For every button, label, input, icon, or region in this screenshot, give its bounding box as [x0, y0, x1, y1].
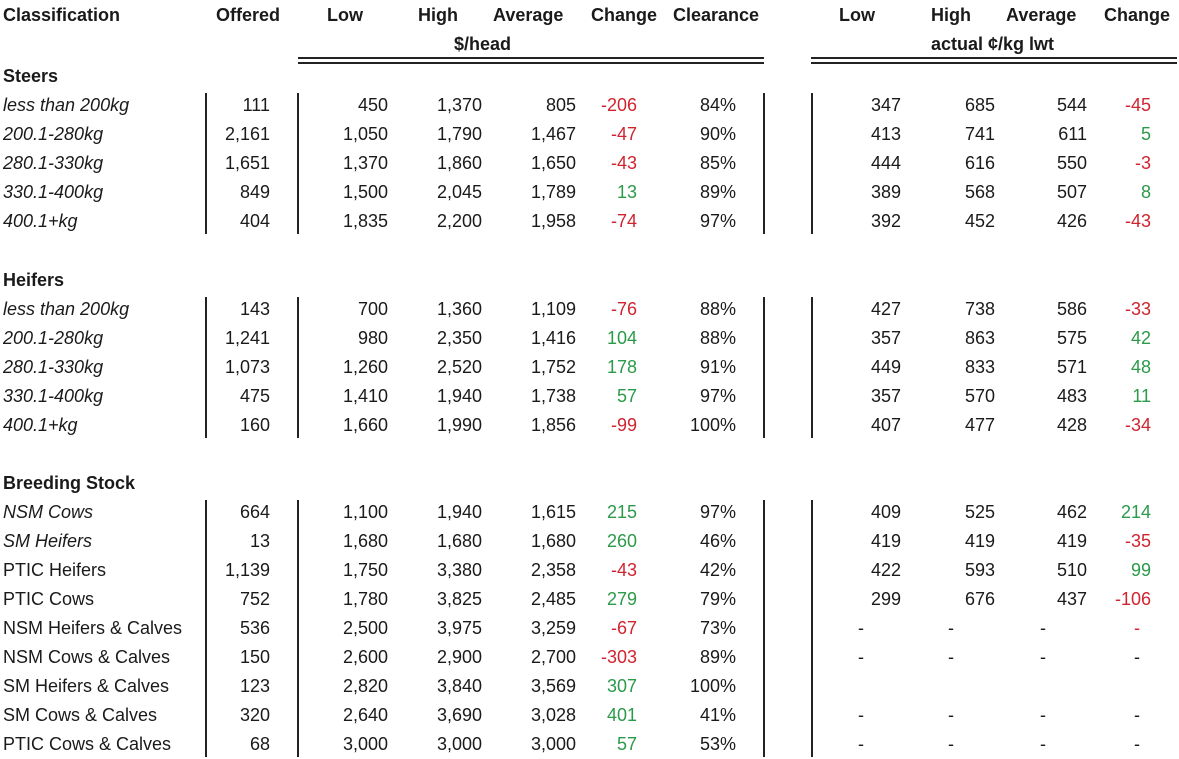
cell-offered: 752	[239, 589, 270, 609]
cell-clearance: 73%	[699, 618, 736, 638]
cell-change: -43	[610, 153, 637, 173]
cell-high: 1,860	[436, 153, 482, 173]
cell-average: 2,700	[530, 647, 576, 667]
cell-change: 215	[606, 502, 637, 522]
cell-offered: 849	[239, 182, 270, 202]
cell-c-low: -	[858, 705, 864, 725]
cell-c-high: 419	[964, 531, 995, 551]
cell-c-low: 409	[870, 502, 901, 522]
header-offered: Offered	[216, 5, 281, 25]
cell-change: -303	[600, 647, 637, 667]
table-row	[0, 383, 1179, 411]
cell-c-change: -33	[1124, 299, 1151, 319]
cell-offered: 1,139	[224, 560, 270, 580]
cell-low: 2,640	[342, 705, 388, 725]
cell-low: 2,500	[342, 618, 388, 638]
cell-high: 3,690	[436, 705, 482, 725]
cell-c-average: 544	[1056, 95, 1087, 115]
cell-low: 1,050	[342, 124, 388, 144]
cell-change: 178	[606, 357, 637, 377]
cell-average: 1,615	[530, 502, 576, 522]
row-label: 200.1-280kg	[3, 124, 104, 144]
cell-c-high: 738	[964, 299, 995, 319]
cell-low: 1,660	[342, 415, 388, 435]
cell-c-change: 11	[1132, 386, 1151, 406]
row-label: SM Heifers & Calves	[3, 676, 170, 696]
table-row	[0, 557, 1179, 585]
cell-high: 1,940	[436, 502, 482, 522]
header-rule-cents-top	[811, 57, 1177, 59]
cell-low: 2,820	[342, 676, 388, 696]
cell-offered: 320	[239, 705, 270, 725]
cell-c-low: 422	[870, 560, 901, 580]
cell-average: 2,485	[530, 589, 576, 609]
cell-high: 1,940	[436, 386, 482, 406]
table-row	[0, 673, 1179, 701]
table-row	[0, 586, 1179, 614]
cell-c-average: 507	[1056, 182, 1087, 202]
cell-c-change: -3	[1134, 153, 1151, 173]
cell-clearance: 90%	[699, 124, 736, 144]
cell-c-high: 863	[964, 328, 995, 348]
cell-average: 1,738	[530, 386, 576, 406]
header-low-cents: Low	[839, 5, 875, 25]
cell-offered: 123	[239, 676, 270, 696]
cell-c-high: 593	[964, 560, 995, 580]
table-row	[0, 731, 1179, 759]
cell-offered: 143	[239, 299, 270, 319]
table-row	[0, 528, 1179, 556]
cell-high: 1,370	[436, 95, 482, 115]
cell-low: 1,750	[342, 560, 388, 580]
cell-offered: 475	[239, 386, 270, 406]
cell-clearance: 97%	[699, 386, 736, 406]
cell-offered: 1,241	[224, 328, 270, 348]
cell-c-average: -	[1040, 618, 1046, 638]
cell-c-high: 833	[964, 357, 995, 377]
cell-c-high: 477	[964, 415, 995, 435]
cell-c-average: 571	[1056, 357, 1087, 377]
row-label: less than 200kg	[3, 299, 130, 319]
cell-change: 57	[616, 734, 637, 754]
cell-clearance: 85%	[699, 153, 736, 173]
cell-c-average: 483	[1056, 386, 1087, 406]
cell-c-low: 407	[870, 415, 901, 435]
cell-c-high: -	[948, 647, 954, 667]
cell-c-high: 616	[964, 153, 995, 173]
cell-offered: 150	[239, 647, 270, 667]
cell-change: 307	[606, 676, 637, 696]
cell-c-average: -	[1040, 647, 1046, 667]
cell-c-change: -45	[1124, 95, 1151, 115]
header-classification: Classification	[3, 5, 121, 25]
cell-c-average: 428	[1056, 415, 1087, 435]
row-label: 330.1-400kg	[3, 182, 104, 202]
cell-average: 1,416	[530, 328, 576, 348]
row-label: 200.1-280kg	[3, 328, 104, 348]
cell-average: 3,259	[530, 618, 576, 638]
row-label: NSM Cows	[3, 502, 94, 522]
cell-c-change: -106	[1114, 589, 1151, 609]
cell-clearance: 88%	[699, 299, 736, 319]
cell-offered: 664	[239, 502, 270, 522]
header-average-cents: Average	[1006, 5, 1077, 25]
cell-change: 13	[616, 182, 637, 202]
header-clearance: Clearance	[673, 5, 760, 25]
cell-c-average: 510	[1056, 560, 1087, 580]
cell-low: 450	[357, 95, 388, 115]
cell-c-change: -	[1134, 618, 1140, 638]
cell-low: 2,600	[342, 647, 388, 667]
cell-low: 1,780	[342, 589, 388, 609]
cell-c-high: 452	[964, 211, 995, 231]
cell-low: 3,000	[342, 734, 388, 754]
cell-c-change: -34	[1124, 415, 1151, 435]
cell-c-low: -	[858, 618, 864, 638]
cell-high: 1,680	[436, 531, 482, 551]
cell-average: 1,958	[530, 211, 576, 231]
cell-average: 1,109	[530, 299, 576, 319]
table-row	[0, 499, 1179, 527]
cell-offered: 536	[239, 618, 270, 638]
cell-high: 3,825	[436, 589, 482, 609]
cell-clearance: 89%	[699, 182, 736, 202]
cell-c-high: 568	[964, 182, 995, 202]
table-row	[0, 296, 1179, 324]
cell-c-high: 685	[964, 95, 995, 115]
cell-c-high: 525	[964, 502, 995, 522]
header-cents-group: actual ¢/kg lwt	[931, 34, 1055, 54]
header-change: Change	[591, 5, 658, 25]
cell-offered: 2,161	[224, 124, 270, 144]
table-row	[0, 121, 1179, 149]
row-label: 280.1-330kg	[3, 153, 104, 173]
cell-c-low: 389	[870, 182, 901, 202]
cell-low: 980	[357, 328, 388, 348]
cell-change: 104	[606, 328, 637, 348]
cell-c-average: 437	[1056, 589, 1087, 609]
cell-low: 1,100	[342, 502, 388, 522]
cell-clearance: 84%	[699, 95, 736, 115]
cell-change: 260	[606, 531, 637, 551]
cell-high: 2,200	[436, 211, 482, 231]
cell-high: 1,990	[436, 415, 482, 435]
cell-c-low: 413	[870, 124, 901, 144]
cell-offered: 404	[239, 211, 270, 231]
cell-c-change: 42	[1130, 328, 1151, 348]
row-label: 400.1+kg	[3, 415, 78, 435]
cell-c-low: 392	[870, 211, 901, 231]
cell-clearance: 97%	[699, 211, 736, 231]
cell-change: -206	[600, 95, 637, 115]
cell-high: 1,790	[436, 124, 482, 144]
header-rule-dollar-bottom	[298, 62, 764, 64]
cell-high: 2,350	[436, 328, 482, 348]
cell-high: 2,045	[436, 182, 482, 202]
cell-c-average: 462	[1056, 502, 1087, 522]
cell-c-low: 444	[870, 153, 901, 173]
cell-average: 1,680	[530, 531, 576, 551]
cell-average: 1,789	[530, 182, 576, 202]
section-title-breeding-stock: Breeding Stock	[3, 473, 136, 493]
row-label: less than 200kg	[3, 95, 130, 115]
cell-average: 1,752	[530, 357, 576, 377]
cell-c-average: 611	[1058, 124, 1087, 144]
cell-c-change: 8	[1140, 182, 1151, 202]
header-dollar-group: $/head	[454, 34, 512, 54]
cell-c-change: -35	[1124, 531, 1151, 551]
cell-c-average: 575	[1056, 328, 1087, 348]
cell-c-change: 214	[1120, 502, 1151, 522]
cell-high: 1,360	[436, 299, 482, 319]
cell-clearance: 91%	[699, 357, 736, 377]
cell-average: 1,650	[530, 153, 576, 173]
table-row	[0, 615, 1179, 643]
table-row	[0, 92, 1179, 120]
cell-high: 3,840	[436, 676, 482, 696]
cell-c-high: 741	[964, 124, 995, 144]
header-rule-dollar-top	[298, 57, 764, 59]
table-row	[0, 179, 1179, 207]
cell-c-high: 676	[964, 589, 995, 609]
cell-high: 2,900	[436, 647, 482, 667]
cell-c-low: 427	[870, 299, 901, 319]
cell-c-average: 426	[1056, 211, 1087, 231]
cell-change: -74	[610, 211, 637, 231]
row-label: PTIC Cows & Calves	[3, 734, 172, 754]
cell-c-low: -	[858, 734, 864, 754]
cell-offered: 111	[242, 95, 270, 115]
cell-low: 700	[357, 299, 388, 319]
cell-change: 279	[606, 589, 637, 609]
cell-average: 1,856	[530, 415, 576, 435]
cell-c-low: 449	[870, 357, 901, 377]
cell-change: -76	[610, 299, 637, 319]
header-high: High	[418, 5, 458, 25]
cell-change: -47	[610, 124, 637, 144]
cell-low: 1,410	[342, 386, 388, 406]
cell-c-average: 550	[1056, 153, 1087, 173]
cell-c-low: -	[858, 647, 864, 667]
cell-high: 2,520	[436, 357, 482, 377]
cell-clearance: 100%	[689, 676, 736, 696]
cell-clearance: 79%	[699, 589, 736, 609]
cell-high: 3,975	[436, 618, 482, 638]
cell-c-low: 357	[870, 328, 901, 348]
cell-clearance: 88%	[699, 328, 736, 348]
cell-c-low: 357	[870, 386, 901, 406]
header-change-cents: Change	[1104, 5, 1171, 25]
cell-c-change: -43	[1124, 211, 1151, 231]
cell-offered: 1,073	[224, 357, 270, 377]
row-label: 280.1-330kg	[3, 357, 104, 377]
row-label: PTIC Heifers	[3, 560, 107, 580]
cell-clearance: 100%	[689, 415, 736, 435]
cell-low: 1,500	[342, 182, 388, 202]
table-row	[0, 208, 1179, 236]
cell-c-average: -	[1040, 705, 1046, 725]
table-row	[0, 150, 1179, 178]
table-row	[0, 325, 1179, 353]
cell-change: 57	[616, 386, 637, 406]
cell-c-change: -	[1134, 705, 1140, 725]
cell-c-high: -	[948, 705, 954, 725]
section-title-heifers: Heifers	[3, 270, 65, 290]
cell-c-change: 99	[1130, 560, 1151, 580]
cell-low: 1,260	[342, 357, 388, 377]
cell-c-high: -	[948, 734, 954, 754]
cell-offered: 13	[249, 531, 270, 551]
cell-average: 1,467	[530, 124, 576, 144]
row-label: NSM Heifers & Calves	[3, 618, 183, 638]
header-rule-cents-bottom	[811, 62, 1177, 64]
header-high-cents: High	[931, 5, 971, 25]
section-title-steers: Steers	[3, 66, 59, 86]
cell-c-average: -	[1040, 734, 1046, 754]
cell-high: 3,380	[436, 560, 482, 580]
cell-c-change: 5	[1140, 124, 1151, 144]
cell-offered: 68	[249, 734, 270, 754]
table-row	[0, 702, 1179, 730]
cell-c-change: -	[1134, 647, 1140, 667]
cell-average: 3,000	[530, 734, 576, 754]
cell-average: 2,358	[530, 560, 576, 580]
cell-low: 1,835	[342, 211, 388, 231]
table-row	[0, 354, 1179, 382]
table-row	[0, 412, 1179, 440]
cell-offered: 160	[239, 415, 270, 435]
cell-change: -99	[610, 415, 637, 435]
cell-c-low: 299	[870, 589, 901, 609]
cell-offered: 1,651	[224, 153, 270, 173]
cell-change: -67	[610, 618, 637, 638]
row-label: 400.1+kg	[3, 211, 78, 231]
cell-c-low: 419	[870, 531, 901, 551]
cell-change: 401	[606, 705, 637, 725]
table-row	[0, 644, 1179, 672]
cell-change: -43	[610, 560, 637, 580]
row-label: 330.1-400kg	[3, 386, 104, 406]
cell-c-change: 48	[1130, 357, 1151, 377]
cell-clearance: 41%	[699, 705, 736, 725]
cell-c-high: -	[948, 618, 954, 638]
cell-c-average: 586	[1056, 299, 1087, 319]
cell-clearance: 42%	[699, 560, 736, 580]
row-label: NSM Cows & Calves	[3, 647, 171, 667]
row-label: SM Heifers	[3, 531, 93, 551]
cell-c-high: 570	[964, 386, 995, 406]
cell-average: 805	[545, 95, 576, 115]
row-label: SM Cows & Calves	[3, 705, 158, 725]
row-label: PTIC Cows	[3, 589, 95, 609]
cell-c-change: -	[1134, 734, 1140, 754]
cell-high: 3,000	[436, 734, 482, 754]
header-average: Average	[493, 5, 564, 25]
cell-clearance: 53%	[699, 734, 736, 754]
cell-average: 3,028	[530, 705, 576, 725]
cell-clearance: 46%	[699, 531, 736, 551]
cell-c-average: 419	[1056, 531, 1087, 551]
header-low: Low	[327, 5, 363, 25]
cell-low: 1,370	[342, 153, 388, 173]
cell-low: 1,680	[342, 531, 388, 551]
cell-average: 3,569	[530, 676, 576, 696]
cell-clearance: 89%	[699, 647, 736, 667]
cell-c-low: 347	[870, 95, 901, 115]
cell-clearance: 97%	[699, 502, 736, 522]
